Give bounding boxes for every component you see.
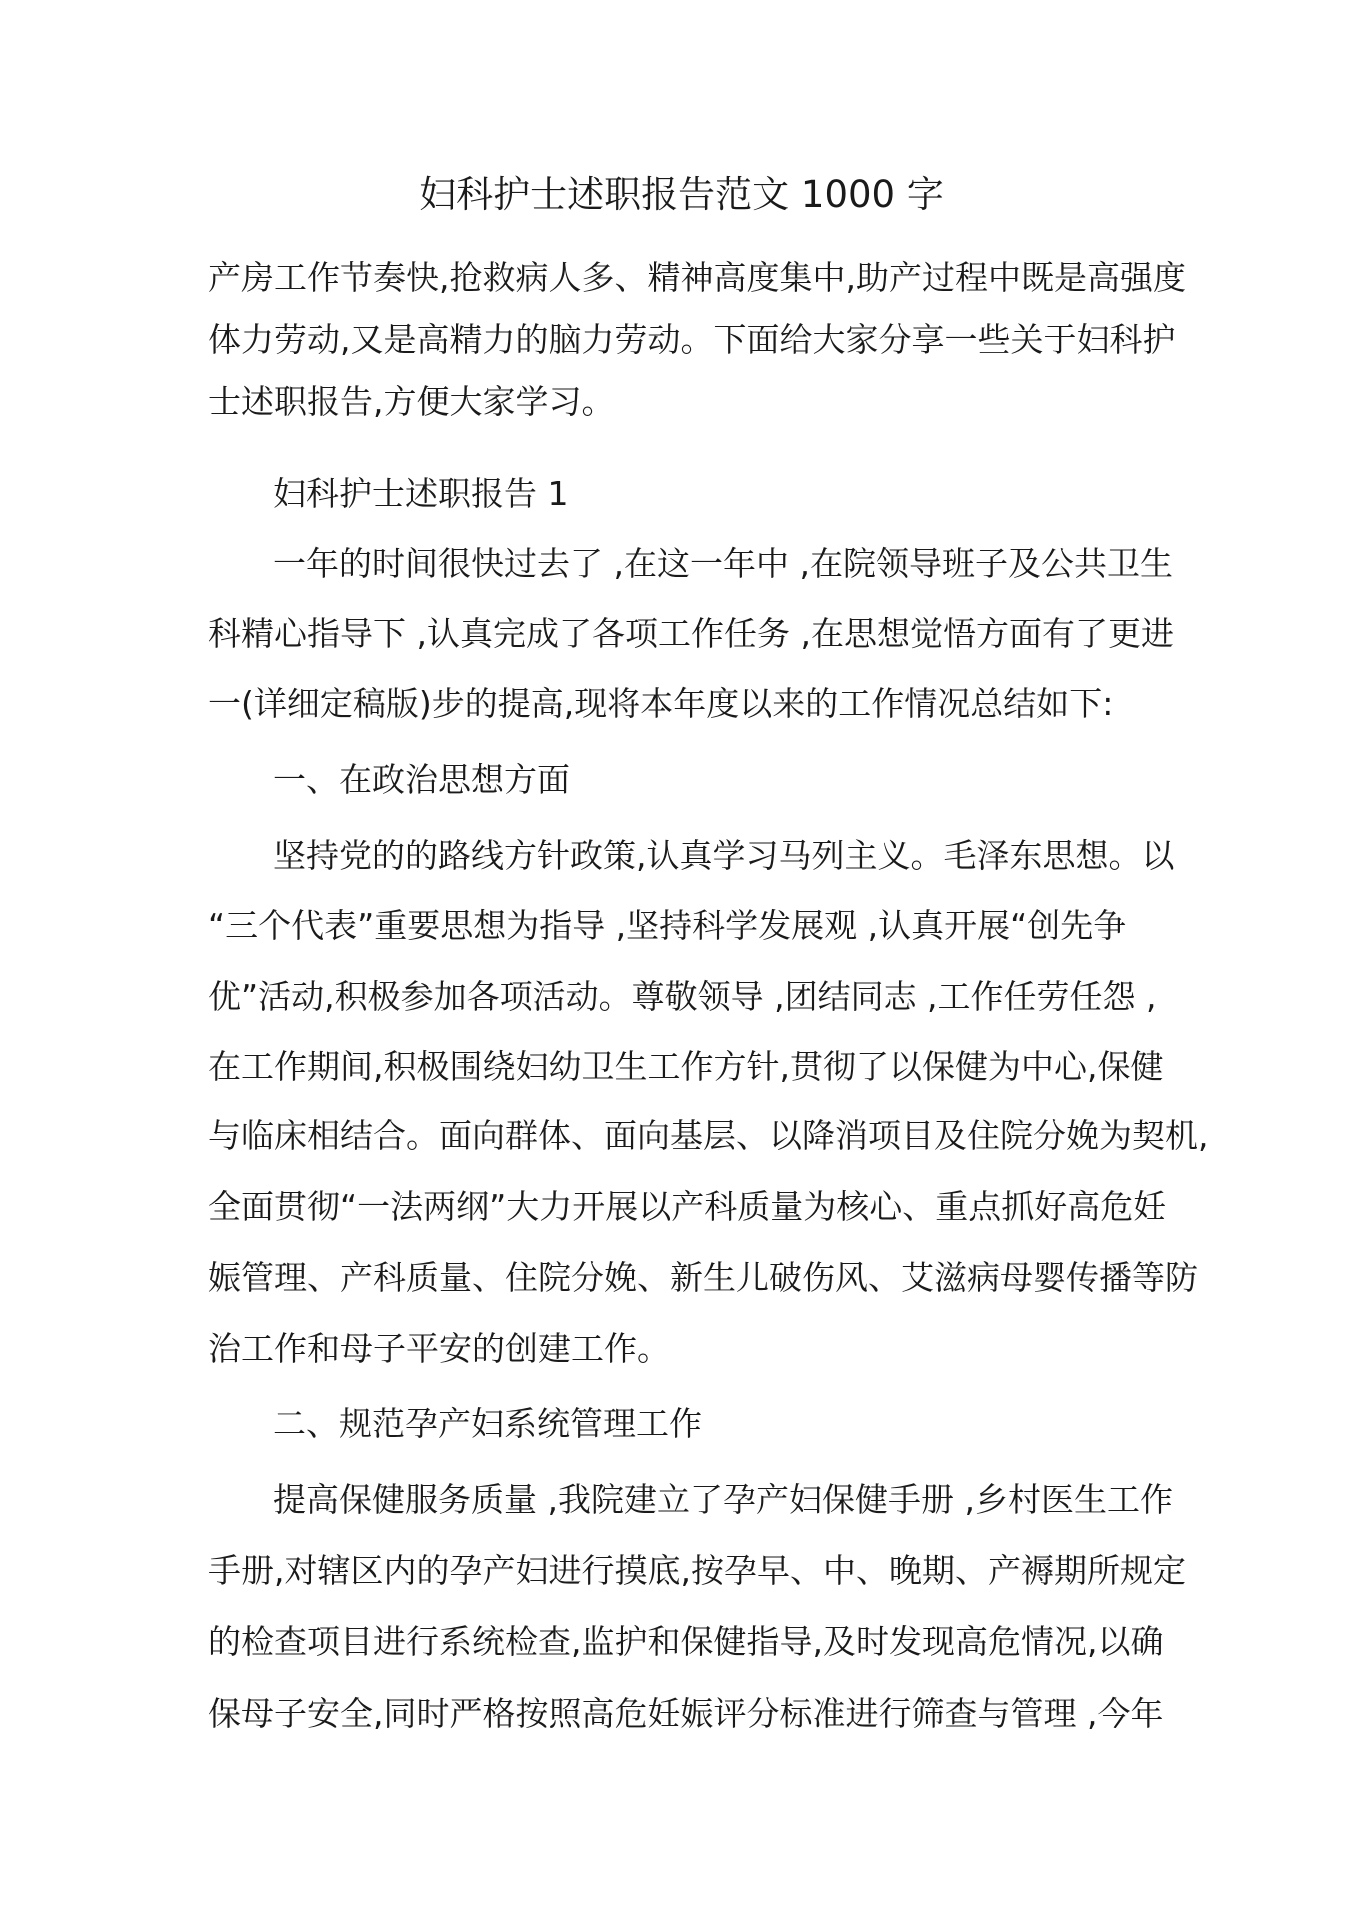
paragraph-line: 的检查项目进行系统检查,监护和保健指导,及时发现高危情况,以确 [208,1622,1164,1661]
paragraph-line: 提高保健服务质量 ,我院建立了孕产妇保健手册 ,乡村医生工作 [273,1480,1173,1519]
intro-line-2: 体力劳动,又是高精力的脑力劳动。下面给大家分享一些关于妇科护 [208,320,1176,359]
intro-line-3: 士述职报告,方便大家学习。 [208,382,615,421]
paragraph-line: 坚持党的的路线方针政策,认真学习马列主义。毛泽东思想。以 [273,836,1175,875]
paragraph-line: 与临床相结合。面向群体、面向基层、以降消项目及住院分娩为契机, [208,1116,1209,1155]
paragraph-line: 科精心指导下 ,认真完成了各项工作任务 ,在思想觉悟方面有了更进 [208,614,1174,653]
document-title: 妇科护士述职报告范文 1000 字 [419,173,944,216]
paragraph-line: 全面贯彻“一法两纲”大力开展以产科质量为核心、重点抓好高危妊 [208,1187,1167,1226]
paragraph-line: 一(详细定稿版)步的提高,现将本年度以来的工作情况总结如下: [208,684,1114,723]
paragraph-line: 一年的时间很快过去了 ,在这一年中 ,在院领导班子及公共卫生 [273,544,1173,583]
paragraph-line: 优”活动,积极参加各项活动。尊敬领导 ,团结同志 ,工作任劳任怨 , [208,977,1157,1016]
paragraph-line: 保母子安全,同时严格按照高危妊娠评分标准进行筛查与管理 ,今年 [208,1694,1164,1733]
paragraph-line: 手册,对辖区内的孕产妇进行摸底,按孕早、中、晚期、产褥期所规定 [208,1551,1186,1590]
section-heading-2: 二、规范孕产妇系统管理工作 [273,1404,702,1443]
section-heading-1: 一、在政治思想方面 [273,760,570,799]
paragraph-line: 治工作和母子平安的创建工作。 [208,1329,670,1368]
paragraph-line: 在工作期间,积极围绕妇幼卫生工作方针,贯彻了以保健为中心,保健 [208,1047,1164,1086]
paragraph-line: “三个代表”重要思想为指导 ,坚持科学发展观 ,认真开展“创先争 [208,906,1127,945]
report-heading-1: 妇科护士述职报告 1 [273,474,569,513]
paragraph-line: 娠管理、产科质量、住院分娩、新生儿破伤风、艾滋病母婴传播等防 [208,1258,1198,1297]
intro-line-1: 产房工作节奏快,抢救病人多、精神高度集中,助产过程中既是高强度 [208,258,1186,297]
